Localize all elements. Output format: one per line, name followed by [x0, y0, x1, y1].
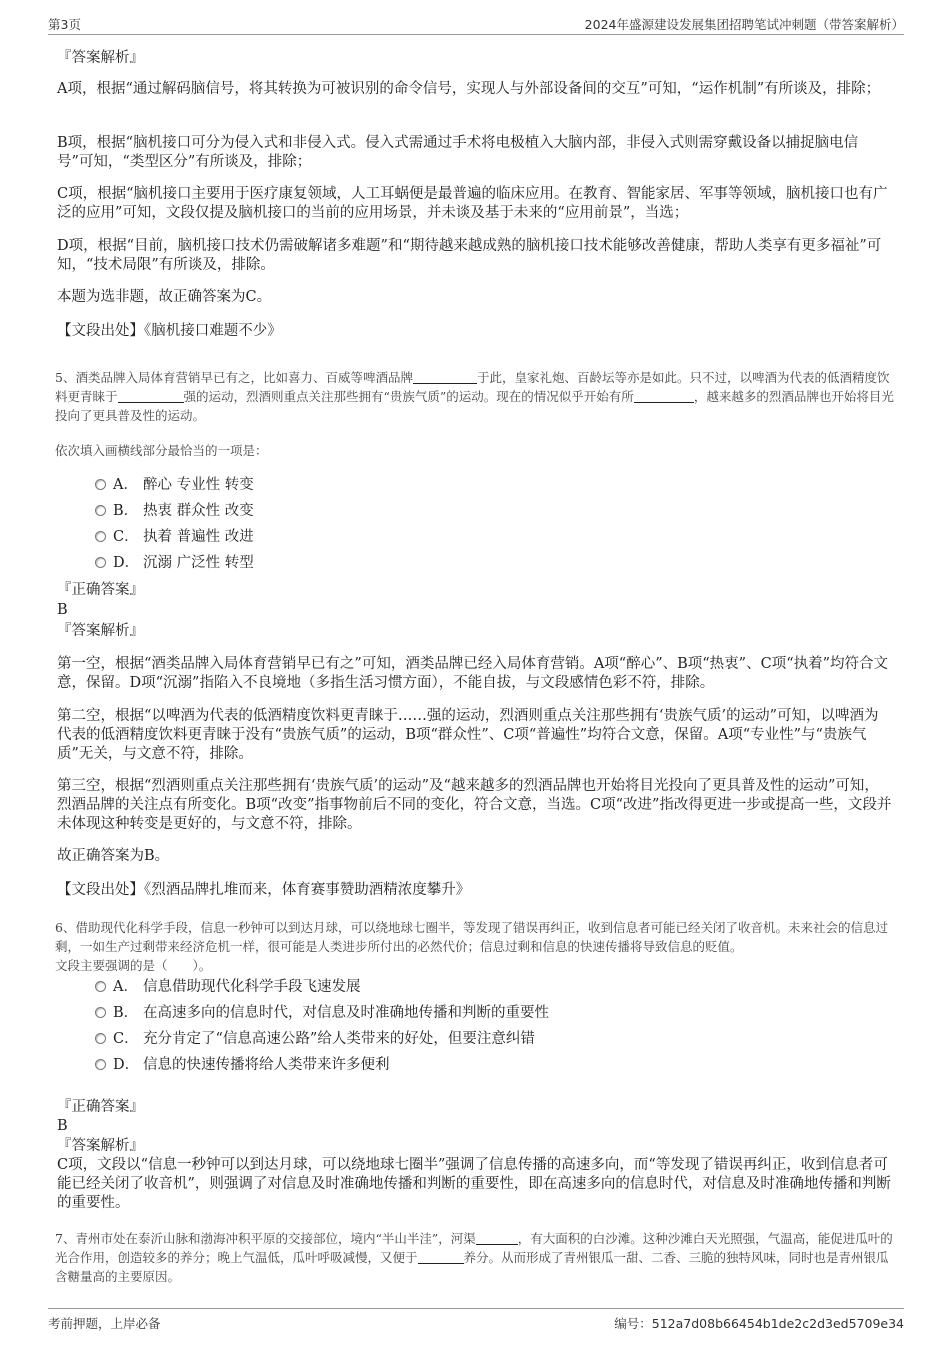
blank-1 [413, 371, 477, 384]
q6-answer-label: 『正确答案』 [57, 1099, 144, 1115]
radio-icon[interactable] [95, 531, 106, 542]
q5-option-a[interactable]: A． 醉心 专业性 转变 [95, 476, 254, 495]
q4-source: 【文段出处】《脑机接口难题不少》 [57, 323, 282, 339]
document-title: 2024年盛源建设发展集团招聘笔试冲刺题（带答案解析） [584, 17, 904, 32]
blank-2 [118, 390, 184, 403]
q4-analysis-d: D项，根据“目前，脑机接口技术仍需破解诸多难题”和“期待越来越成熟的脑机接口技术能够改善健康，帮助人类享有更多福祉”可知，“技术局限”有所谈及，排除。 [57, 238, 882, 273]
q6-option-d[interactable]: D． 信息的快速传播将给人类带来许多便利 [95, 1056, 390, 1075]
q5-analysis-1: 第一空，根据“酒类品牌入局体育营销早已有之”可知，酒类品牌已经入局体育营销。A项“醉心”、B项“热衷”、C项“执着”均符合文意，保留。D项“沉溺”指陷入不良境地（多指生活习惯方面），不能自拔，与文段感情色彩不符，排除。 [57, 656, 889, 691]
blank-3 [634, 390, 694, 403]
q7-stem: 7、青州市处在泰沂山脉和渤海冲积平原的交接部位，境内“半山半洼”，河渠 ，有大面积的白沙滩。这种沙滩白天光照强，气温高，能促进瓜叶的光合作用，创造较多的养分；晚上气温低，瓜叶呼吸减慢，又便于 养分。从而形成了青州银瓜一甜、二香、三脆的独特风味，同时也是青州银瓜含糖量高的主要原因。 [55, 1231, 893, 1284]
page-header [48, 12, 904, 35]
q5-analysis-3: 第三空，根据“烈酒则重点关注那些拥有‘贵族气质’的运动”及“越来越多的烈酒品牌也开始将目光投向了更具普及性的运动”可知，烈酒品牌的关注点有所变化。B项“改变”指事物前后不同的变化，符合文意，当选。C项“改进”指改得更进一步或提高一些，文段并未体现这种转变是更好的，与文意不符，排除。 [57, 778, 892, 832]
q4-analysis-a: A项，根据“通过解码脑信号，将其转换为可被识别的命令信号，实现人与外部设备间的交互”可知，“运作机制”有所谈及，排除； [57, 81, 881, 97]
radio-icon[interactable] [95, 1059, 106, 1070]
radio-icon[interactable] [95, 557, 106, 568]
q4-analysis-c: C项，根据“脑机接口主要用于医疗康复领域，人工耳蜗便是最普遍的临床应用。在教育、智能家居、军事等领域，脑机接口也有广泛的应用”可知，文段仅提及脑机接口的当前的应用场景，并未谈及基于未来的“应用前景”，当选； [57, 186, 888, 221]
q5-option-d[interactable]: D． 沉溺 广泛性 转型 [95, 554, 254, 573]
q5-answer-label: 『正确答案』 [57, 582, 144, 598]
radio-icon[interactable] [95, 505, 106, 516]
q4-conclusion: 本题为选非题，故正确答案为C。 [57, 289, 272, 305]
q5-option-b[interactable]: B． 热衷 群众性 改变 [95, 502, 254, 521]
q5-option-c[interactable]: C． 执着 普遍性 改进 [95, 528, 254, 547]
q5-prompt: 依次填入画横线部分最恰当的一项是： [55, 443, 268, 458]
q6-option-c[interactable]: C． 充分肯定了“信息高速公路”给人类带来的好处，但要注意纠错 [95, 1030, 535, 1049]
radio-icon[interactable] [95, 1007, 106, 1018]
q4-analysis-label: 『答案解析』 [57, 50, 144, 66]
q5-conclusion: 故正确答案为B。 [57, 848, 170, 864]
page-number: 第3页 [48, 17, 81, 32]
footer-slogan: 考前押题，上岸必备 [48, 1316, 161, 1331]
q4-analysis-b: B项，根据“脑机接口可分为侵入式和非侵入式。侵入式需通过手术将电极植入大脑内部，非侵入式则需穿戴设备以捕捉脑电信号”可知，“类型区分”有所谈及，排除； [57, 135, 859, 170]
q5-source: 【文段出处】《烈酒品牌扎堆而来，体育赛事赞助酒精浓度攀升》 [57, 882, 471, 898]
q5-analysis-2: 第二空，根据“以啤酒为代表的低酒精度饮料更青睐于……强的运动，烈酒则重点关注那些拥有‘贵族气质’的运动”可知，以啤酒为代表的低酒精度饮料更青睐于没有“贵族气质”的运动，B项“群众性”、C项“普遍性”均符合文意，保留。A项“专业性”与“贵族气质”无关，与文意不符，排除。 [57, 708, 879, 762]
q6-option-a[interactable]: A． 信息借助现代化科学手段飞速发展 [95, 978, 361, 997]
q6-stem: 6、借助现代化科学手段，信息一秒钟可以到达月球，可以绕地球七圈半，等发现了错误再纠正，收到信息者可能已经关闭了收音机。未来社会的信息过剩，一如生产过剩带来经济危机一样，很可能是人类进步所付出的必然代价；信息过剩和信息的快速传播将导致信息的贬值。 [55, 920, 888, 954]
q6-analysis-label: 『答案解析』 [57, 1138, 144, 1154]
q6-prompt: 文段主要强调的是（ ）。 [55, 958, 212, 973]
q6-analysis: C项，文段以“信息一秒钟可以到达月球，可以绕地球七圈半”强调了信息传播的高速多向，而“等发现了错误再纠正，收到信息者可能已经关闭了收音机”，则强调了对信息及时准确地传播和判断的重要性，即在高速多向的信息时代，对信息及时准确地传播和判断的重要性。 [57, 1157, 891, 1211]
radio-icon[interactable] [95, 981, 106, 992]
q6-answer: B [57, 1118, 68, 1134]
radio-icon[interactable] [95, 1033, 106, 1044]
blank-1 [476, 1232, 518, 1245]
blank-2 [418, 1251, 464, 1264]
radio-icon[interactable] [95, 479, 106, 490]
q5-analysis-label: 『答案解析』 [57, 623, 144, 639]
q6-option-b[interactable]: B． 在高速多向的信息时代，对信息及时准确地传播和判断的重要性 [95, 1004, 549, 1023]
q5-answer: B [57, 602, 68, 618]
page-footer [48, 1308, 904, 1331]
document-code: 编号：512a7d08b66454b1de2c2d3ed5709e34 [614, 1316, 904, 1331]
q5-stem: 5、酒类品牌入局体育营销早已有之，比如喜力、百威等啤酒品牌 于此，皇家礼炮、百龄坛等亦是如此。只不过，以啤酒为代表的低酒精度饮料更青睐于 强的运动，烈酒则重点关注那些拥有“贵族气质”的运动。现在的情况似乎开始有所 ，越来越多的烈酒品牌也开始将目光投向了更具普及性的运动。 [55, 370, 894, 423]
